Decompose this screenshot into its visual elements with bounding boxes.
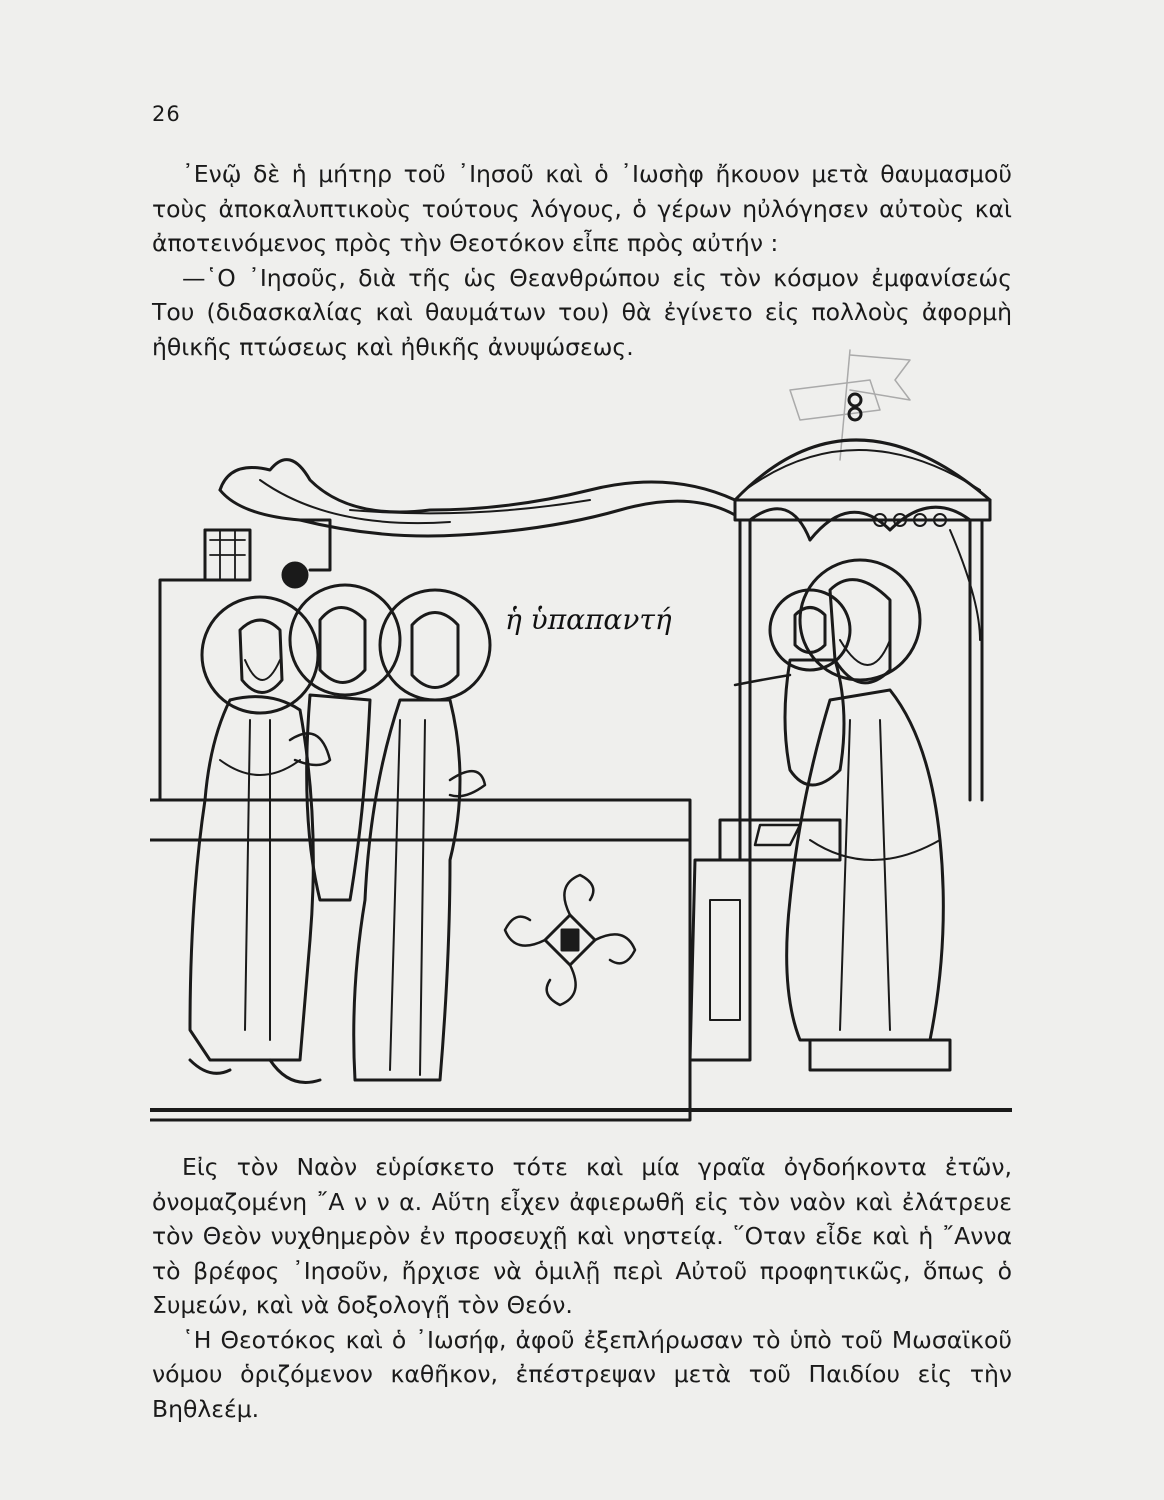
figure-anna (290, 585, 400, 900)
figure-theotokos (354, 590, 490, 1080)
presentation-icon-illustration (150, 340, 1012, 1130)
paragraph-2: —῾Ο ᾿Ιησοῦς, διὰ τῆς ὡς Θεανθρώπου εἰς τὸν κόσμον ἐμφανίσεώς Του (διδασκαλίας καὶ θαυμάτων του) θὰ ἐγίνετο εἰς πολλοὺς ἀφορμὴ ἠθικῆς πτώσεως καὶ ἠθικῆς ἀνυψώσεως. (152, 263, 1012, 361)
altar-throne (690, 820, 840, 1060)
veil-cloth (220, 460, 735, 536)
ciborium (735, 440, 990, 860)
top-paragraphs (152, 157, 1012, 364)
bottom-paragraphs (152, 1150, 1012, 1426)
paragraph-1: ᾿Ενῷ δὲ ἡ μήτηρ τοῦ ᾿Ιησοῦ καὶ ὁ ᾿Ιωσὴφ ἤκουον μετὰ θαυμασμοῦ τοὺς ἀποκαλυπτικοὺς τούτους λόγους, ὁ γέρων ηὐλόγησεν αὐτοὺς καὶ ἀποτεινόμενος πρὸς τὴν Θεοτόκον εἶπε πρὸς αὐτήν : (152, 160, 1012, 257)
paragraph-3: Εἰς τὸν Ναὸν εὑρίσκετο τότε καὶ μία γραῖα ὀγδοήκοντα ἐτῶν, ὀνομαζομένη ῎Α ν ν α. Αὕτη εἶχεν ἀφιερωθῆ εἰς τὸν ναὸν καὶ ἐλάτρευε τὸν Θεὸν νυχθημερὸν ἐν προσευχῇ καὶ νηστείᾳ. ῞Οταν εἶδε καὶ ἡ ῎Αννα τὸ βρέφος ᾿Ιησοῦν, ἤρχισε νὰ ὁμιλῇ περὶ Αὐτοῦ προφητικῶς, ὅπως ὁ Συμεών, καὶ νὰ δοξολογῇ τὸν Θεόν. (152, 1153, 1012, 1319)
icon-inscription: ἡ ὑπαπαντή (505, 603, 672, 636)
paragraph-4: ῾Η Θεοτόκος καὶ ὁ ᾿Ιωσήφ, ἀφοῦ ἐξεπλήρωσαν τὸ ὑπὸ τοῦ Μωσαϊκοῦ νόμου ὁριζόμενον καθῆκον, ἐπέστρεψαν μετὰ τοῦ Παιδίου εἰς τὴν Βηθλεέμ. (152, 1325, 1012, 1423)
page-number: 26 (152, 102, 181, 126)
ornament-rosette (505, 875, 635, 1005)
figure-symeon (787, 560, 950, 1070)
